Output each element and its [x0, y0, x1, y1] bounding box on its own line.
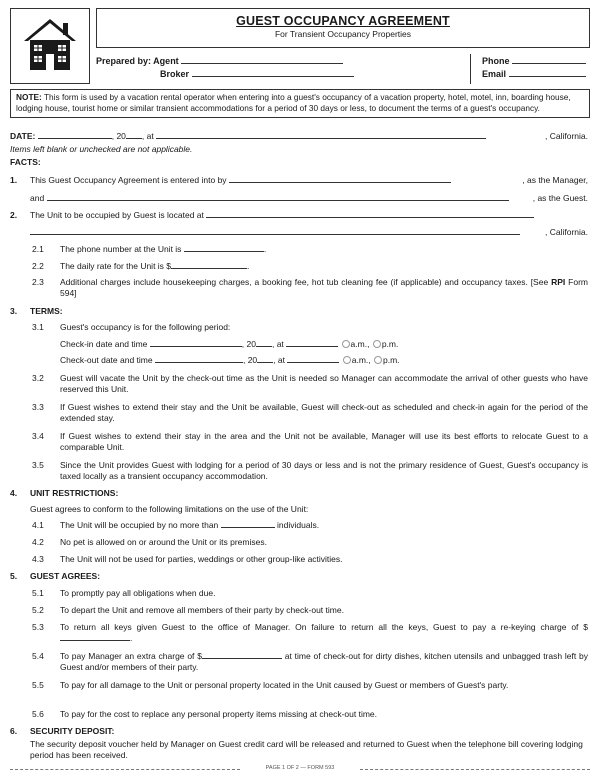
- section-2-2-end: .: [247, 261, 250, 271]
- section-4-3-text: The Unit will not be used for parties, weddings or other group-like activities.: [60, 554, 343, 564]
- unit-phone-field[interactable]: [184, 251, 264, 252]
- checkout-time-field[interactable]: [287, 362, 339, 363]
- footer-text: PAGE 1 OF 2 — FORM 593: [265, 765, 335, 771]
- checkin-time-field[interactable]: [286, 346, 338, 347]
- date-field[interactable]: [38, 138, 112, 139]
- checkout-date-field[interactable]: [155, 362, 243, 363]
- section-5-3-num: 5.3: [32, 622, 44, 632]
- footer-rule-right: [360, 769, 590, 770]
- section-5-5-text: To pay for all damage to the Unit or personal property located in the Unit caused by Guest or members of Guest's party.: [60, 680, 509, 690]
- phone-label: Phone: [482, 56, 510, 66]
- restrictions-title: UNIT RESTRICTIONS:: [30, 488, 119, 498]
- email-label: Email: [482, 69, 507, 79]
- max-occupants-field[interactable]: [221, 527, 275, 528]
- rpi-label: RPI: [551, 277, 566, 287]
- checkout-am-label: a.m.,: [351, 355, 371, 365]
- prepared-by-block: [96, 54, 590, 84]
- phone-field[interactable]: [512, 63, 586, 64]
- section-3-5-num: 3.5: [32, 460, 44, 470]
- checkout-pm-checkbox[interactable]: [374, 356, 382, 364]
- logo-box: [10, 8, 90, 84]
- agent-field[interactable]: [181, 63, 343, 64]
- date-at-label: , at: [141, 131, 154, 141]
- checkin-year-label: , 20: [241, 339, 256, 349]
- email-field[interactable]: [509, 76, 586, 77]
- unit-address-field-2[interactable]: [30, 234, 520, 235]
- note-text: This form is used by a vacation rental operator when entering into a guest's occupancy of a vacation property, hotel, motel, inn, boarding house, lodging house, tourist home or similar transient accommodations for a period of 30 days or less, to document the terms of a guest's occupancy.: [16, 92, 571, 113]
- checkin-year-field[interactable]: [256, 346, 272, 347]
- prepared-by-agent-label: Prepared by: Agent: [96, 56, 179, 66]
- date-year-label: , 20: [111, 131, 126, 141]
- checkout-year-label: , 20: [242, 355, 258, 365]
- section-5-3-end: .: [130, 633, 133, 643]
- note-box: [10, 89, 590, 118]
- header-divider: [470, 54, 471, 84]
- checkin-label: Check-in date and time: [60, 339, 148, 349]
- date-label: DATE:: [10, 131, 36, 141]
- section-2-num: 2.: [10, 210, 18, 220]
- manager-name-field[interactable]: [229, 182, 451, 183]
- house-icon: [11, 9, 89, 83]
- date-location-field[interactable]: [156, 138, 486, 139]
- restrictions-intro-text: Guest agrees to conform to the following limitations on the use of the Unit:: [30, 504, 309, 514]
- section-4-2-num: 4.2: [32, 537, 44, 547]
- checkout-year-field[interactable]: [257, 362, 273, 363]
- form-header: [10, 8, 590, 84]
- guest-label: , as the Guest.: [532, 193, 588, 203]
- section-4-1-text: The Unit will be occupied by no more than: [60, 520, 219, 530]
- section-2-1-end: .: [263, 244, 267, 254]
- section-2-3-end: Form 594]: [60, 277, 588, 298]
- facts-heading: FACTS:: [10, 157, 41, 167]
- section-5-4-num: 5.4: [32, 651, 44, 661]
- terms-title: TERMS:: [30, 306, 63, 316]
- checkin-date-field[interactable]: [150, 346, 242, 347]
- checkin-am-checkbox[interactable]: [342, 340, 350, 348]
- section-3-5-text: Since the Unit provides Guest with lodging for a period of 30 days or less and is not the primary residence of Guest, Guest's occupancy is taxed locally as a transient occupancy accommodation.: [60, 460, 588, 481]
- section-3-4-num: 3.4: [32, 431, 44, 441]
- page-footer: [10, 765, 590, 771]
- section-2-3-num: 2.3: [32, 277, 44, 287]
- form-title: GUEST OCCUPANCY AGREEMENT: [236, 14, 450, 28]
- agrees-title: GUEST AGREES:: [30, 571, 101, 581]
- section-5-6-num: 5.6: [32, 709, 44, 719]
- section-4-2-text: No pet is allowed on or around the Unit or its premises.: [60, 537, 267, 547]
- note-label: NOTE:: [16, 92, 42, 102]
- rekey-charge-field[interactable]: [60, 640, 130, 641]
- section-2-text: The Unit to be occupied by Guest is located at: [30, 210, 204, 220]
- section-5-4-text-b: at time of check-out for dirty dishes, kitchen utensils and unbagged trash left by Guest and/or members of their party.: [60, 651, 588, 672]
- date-state-label: , California.: [545, 131, 588, 141]
- section-3-3-text: If Guest wishes to extend their stay and the Unit be available, Guest will check-out as scheduled and check-in again for the period of the extended stay.: [60, 402, 588, 423]
- section-4-1-num: 4.1: [32, 520, 44, 530]
- agrees-num: 5.: [10, 571, 18, 581]
- checkin-pm-label: p.m.: [381, 339, 399, 349]
- section-5-1-num: 5.1: [32, 588, 44, 598]
- checkout-at-label: , at: [273, 355, 285, 365]
- section-4-3-num: 4.3: [32, 554, 44, 564]
- section-5-6-text: To pay for the cost to replace any personal property items missing at check-out time.: [60, 709, 378, 719]
- manager-label: , as the Manager,: [522, 175, 588, 185]
- section-3-1-num: 3.1: [32, 322, 44, 332]
- guest-name-field[interactable]: [47, 200, 509, 201]
- date-line: [10, 131, 588, 142]
- blank-note: Items left blank or unchecked are not applicable.: [10, 144, 193, 154]
- checkin-am-label: a.m.,: [350, 339, 370, 349]
- section-2-2-num: 2.2: [32, 261, 44, 271]
- section-2-1-num: 2.1: [32, 244, 44, 254]
- checkout-pm-label: p.m.: [383, 355, 400, 365]
- section-5-5-num: 5.5: [32, 680, 44, 690]
- section-2-2-text: The daily rate for the Unit is $: [60, 261, 172, 271]
- title-box: [96, 8, 590, 48]
- section-3-2-text: Guest will vacate the Unit by the check-out time as the Unit is needed so Manager can accommodate the arrival of other guests who have reserved this Unit.: [60, 373, 588, 394]
- checkin-pm-checkbox[interactable]: [373, 340, 381, 348]
- unit-address-field[interactable]: [206, 217, 534, 218]
- section-4-1-end: individuals.: [277, 520, 320, 530]
- and-label: and: [30, 193, 45, 203]
- section-5-4-text-a: To pay Manager an extra charge of $: [60, 651, 202, 661]
- broker-field[interactable]: [192, 76, 354, 77]
- terms-num: 3.: [10, 306, 18, 316]
- section-1-text: This Guest Occupancy Agreement is entered into by: [30, 175, 227, 185]
- section-5-2-num: 5.2: [32, 605, 44, 615]
- section-5-1-text: To promptly pay all obligations when due.: [60, 588, 216, 598]
- section-3-2-num: 3.2: [32, 373, 44, 383]
- daily-rate-field[interactable]: [171, 268, 247, 269]
- footer-rule-left: [10, 769, 240, 770]
- checkout-am-checkbox[interactable]: [343, 356, 351, 364]
- extra-charge-field[interactable]: [202, 658, 282, 659]
- section-2-1-text: The phone number at the Unit is: [60, 244, 182, 254]
- unit-state-label: , California.: [545, 227, 588, 237]
- section-3-1-text: Guest's occupancy is for the following period:: [60, 322, 231, 332]
- form-subtitle: For Transient Occupancy Properties: [274, 29, 412, 39]
- deposit-text: The security deposit voucher held by Manager on Guest credit card will be released and returned to Guest when the telephone bill covering lodging period has been received.: [30, 739, 583, 760]
- section-5-2-text: To depart the Unit and remove all members of their party by check-out time.: [60, 605, 344, 615]
- restrictions-num: 4.: [10, 488, 18, 498]
- deposit-title: SECURITY DEPOSIT:: [30, 726, 115, 736]
- section-5-3-text: To return all keys given Guest to the office of Manager. On failure to return all the keys, Guest to pay a re-keying charge of $: [60, 622, 588, 632]
- checkout-label: Check-out date and time: [60, 355, 153, 365]
- broker-label: Broker: [160, 69, 190, 79]
- date-year-field[interactable]: [126, 138, 142, 139]
- checkin-at-label: , at: [271, 339, 284, 349]
- section-3-3-num: 3.3: [32, 402, 44, 412]
- deposit-num: 6.: [10, 726, 18, 736]
- section-1-num: 1.: [10, 175, 18, 185]
- section-3-4-text: If Guest wishes to extend their stay in the area and the Unit not be available, Manager will use its best efforts to relocate Guest to a comparable Unit.: [60, 431, 588, 452]
- section-2-3-text: Additional charges include housekeeping charges, a booking fee, hot tub cleaning fee (if applicable) and occupancy taxes. [See: [60, 277, 552, 287]
